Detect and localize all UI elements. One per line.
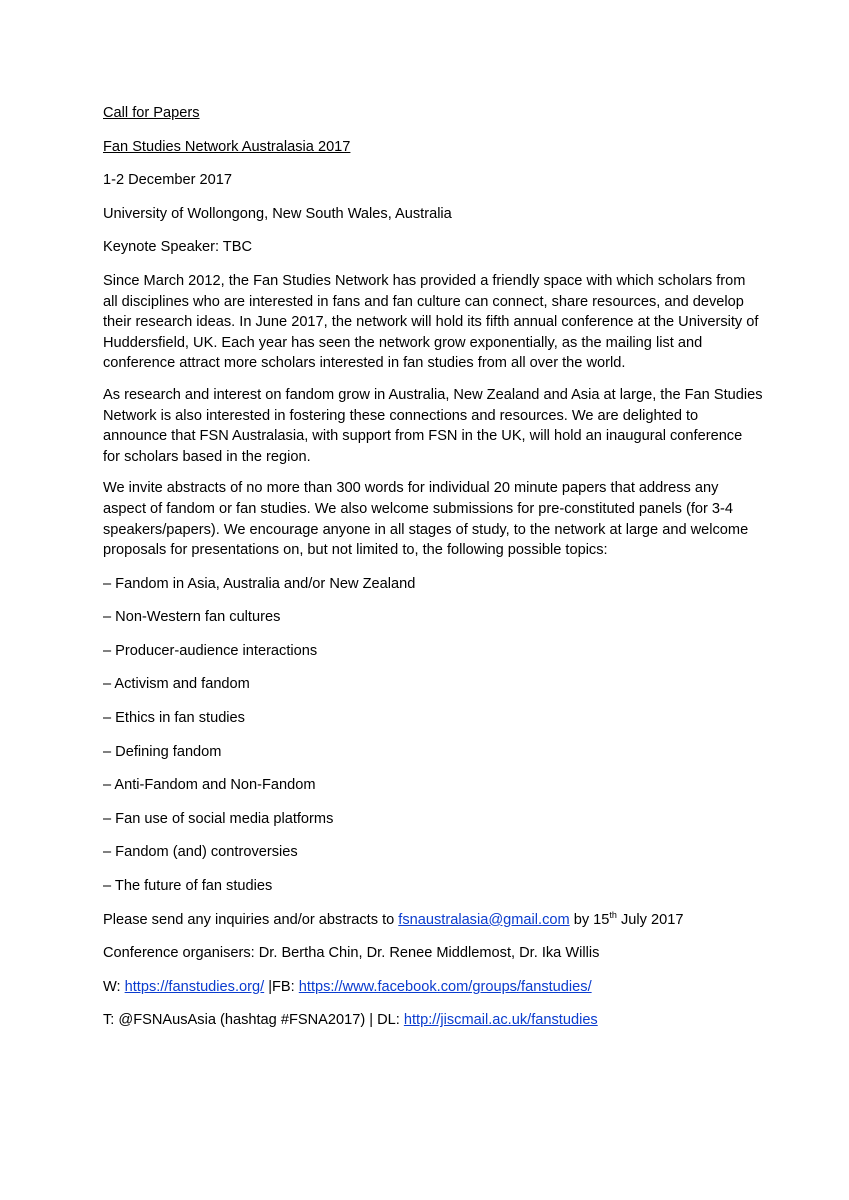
date-ordinal: th (609, 909, 617, 920)
topic-item: – The future of fan studies (103, 878, 273, 895)
document-body (103, 103, 763, 1031)
event-name-text: Fan Studies Network Australasia 2017 (103, 138, 351, 155)
contact-by: by 15 (569, 911, 610, 928)
contact-before: Please send any inquiries and/or abstracts to (103, 911, 399, 928)
topic-item: – Defining fandom (103, 743, 222, 760)
topic-item: – Activism and fandom (103, 676, 250, 693)
facebook-label: |FB: (264, 978, 299, 995)
email-link[interactable]: fsnaustralasia@gmail.com (398, 911, 570, 928)
title-text: Call for Papers (103, 105, 200, 121)
website-link[interactable]: https://fanstudies.org/ (124, 978, 265, 995)
topic-item: – Non-Western fan cultures (103, 609, 281, 626)
page-title (103, 103, 763, 124)
jiscmail-link[interactable]: http://jiscmail.ac.uk/fanstudies (403, 1012, 598, 1029)
organisers: Conference organisers: Dr. Bertha Chin, Dr. Renee Middlemost, Dr. Ika Willis (103, 945, 600, 962)
twitter-links (103, 1010, 763, 1031)
web-label: W: (103, 978, 125, 995)
event-name (103, 137, 763, 158)
paragraph-invitation: We invite abstracts of no more than 300 words for individual 20 minute papers that address any aspect of fandom or fan studies. We also welcome submissions for pre-constituted panels (for 3-4 speakers/papers). We encourage anyone in all stages of study, to the network at large and welcome proposals for presentations on, but not limited to, the following possible topics: (103, 480, 749, 559)
paragraph-australasia: As research and interest on fandom grow in Australia, New Zealand and Asia at large, the Fan Studies Network is also interested in fostering these connections and resources. We are delighted to announce that FSN Australasia, with support from FSN in the UK, will hold an inaugural conference for scholars based in the region. (103, 386, 763, 465)
event-venue: University of Wollongong, New South Wales, Australia (103, 205, 452, 222)
web-links (103, 977, 763, 998)
contact-line (103, 910, 763, 931)
contact-after: July 2017 (616, 911, 684, 928)
facebook-link[interactable]: https://www.facebook.com/groups/fanstudies/ (298, 978, 592, 995)
topic-item: – Fan use of social media platforms (103, 810, 334, 827)
topic-item: – Ethics in fan studies (103, 710, 245, 727)
topic-item: – Producer-audience interactions (103, 642, 318, 659)
topic-item: – Fandom (and) controversies (103, 844, 298, 861)
event-dates: 1-2 December 2017 (103, 172, 232, 189)
keynote-speaker: Keynote Speaker: TBC (103, 239, 252, 256)
twitter-text: T: @FSNAusAsia (hashtag #FSNA2017) | DL: (103, 1012, 404, 1029)
paragraph-intro: Since March 2012, the Fan Studies Network has provided a friendly space with which scholars from all disciplines who are interested in fans and fan culture can connect, share resources, and develop their research ideas. In June 2017, the network will hold its fifth annual conference at the University of Huddersfield, UK. Each year has seen the network grow exponentially, as the mailing list and conference attract more scholars interested in fan studies from all over the world. (103, 272, 759, 372)
topic-item: – Fandom in Asia, Australia and/or New Zealand (103, 575, 416, 592)
topic-item: – Anti-Fandom and Non-Fandom (103, 777, 316, 794)
